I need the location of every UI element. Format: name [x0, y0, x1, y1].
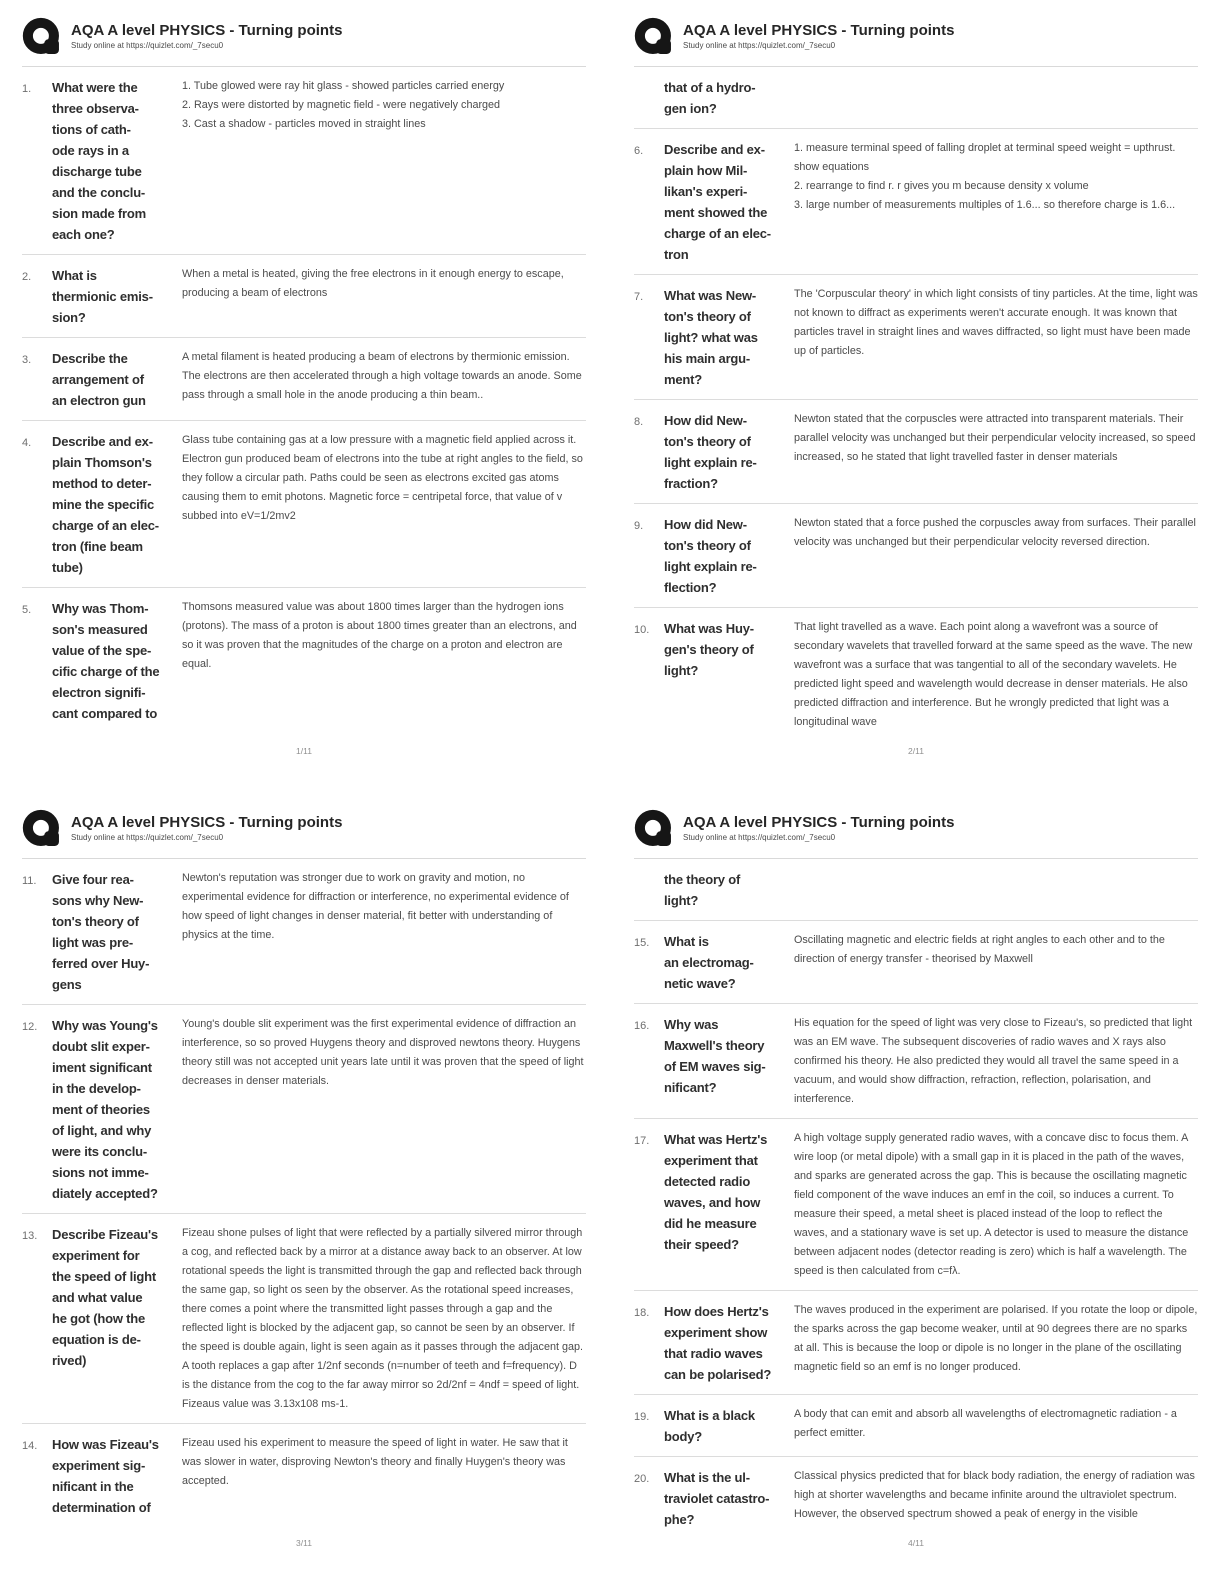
card-answer: A metal filament is heated producing a beam of electrons by thermionic emission. The electrons are then accelerated through a high voltage towards an anode. Some pass through a small hole in the anode producing a thin beam..: [182, 351, 582, 401]
page-number: 1/11: [296, 746, 312, 756]
document-title: AQA A level PHYSICS - Turning points: [683, 814, 955, 831]
card-question: Give four rea- sons why New- ton's theory of light was pre- ferred over Huy- gens: [52, 872, 150, 992]
card-question: What was Huy- gen's theory of light?: [664, 621, 754, 678]
document-page-1: [0, 0, 612, 792]
flashcard-row: [22, 337, 586, 420]
card-answer: Newton's reputation was stronger due to work on gravity and motion, no experimental evidence for diffraction or interference, no experimental evidence of how speed of light changes in denser material, fit better with understanding of physics at the time.: [182, 872, 569, 941]
document-page-3: [0, 792, 612, 1584]
card-answer: Newton stated that the corpuscles were attracted into transparent materials. Their parallel velocity was unchanged but their perpendicular velocity increased, so speed increased, so he stated that light travelled faster in denser materials: [794, 413, 1196, 463]
document-title: AQA A level PHYSICS - Turning points: [71, 22, 343, 39]
card-number: 14.: [22, 1440, 38, 1452]
card-answer: Fizeau used his experiment to measure the speed of light in water. He saw that it was slower in water, disproving Newton's theory and finally Huygen's theory was accepted.: [182, 1437, 568, 1487]
card-answer: That light travelled as a wave. Each point along a wavefront was a source of secondary wavelets that travelled forward at the same speed as the wave. The new wavefront was a surface that was tangential to all of the secondary wavelets. He predicted light speed and wavelength would decrease in denser materials. He also predicted diffraction and interference. But he wrongly predicted that light was a longitudinal wave: [794, 621, 1193, 728]
card-answer: The 'Corpuscular theory' in which light consists of tiny particles. At the time, light was not known to diffract as experiments weren't accurate enough. It was known that particles travel in straight lines and waves diffracted, so light must have been made up of particles.: [794, 288, 1198, 357]
flashcard-row: [634, 1394, 1198, 1456]
card-answer: 1. Tube glowed were ray hit glass - showed particles carried energy 2. Rays were distorted by magnetic field - were negatively charged 3. Cast a shadow - particles moved in straight lines: [182, 80, 505, 130]
card-number: 12.: [22, 1021, 38, 1033]
card-answer: Thomsons measured value was about 1800 times larger than the hydrogen ions (protons). The mass of a proton is about 1800 times greater than an electrons, and so it was proven that the magnitudes of the charge on a proton and electron are equal.: [182, 601, 577, 670]
flashcard-list: [634, 859, 1198, 1539]
study-online-url: Study online at https://quizlet.com/_7secu0: [683, 833, 836, 842]
page-number: 3/11: [296, 1538, 312, 1548]
card-number: 1.: [22, 83, 32, 95]
page-header: [634, 792, 1198, 859]
card-answer: 1. measure terminal speed of falling droplet at terminal speed weight = upthrust. show equations 2. rearrange to find r. r gives you m because density x volume 3. large number of measurements multiples of 1.6... so therefore charge is 1.6...: [794, 142, 1176, 211]
card-question: How did New- ton's theory of light explain re- fraction?: [664, 413, 757, 491]
flashcard-row: [634, 1456, 1198, 1539]
card-answer: His equation for the speed of light was very close to Fizeau's, so predicted that light was an EM wave. The subsequent discoveries of radio waves and X rays also confirmed his theory. He also predicted they would all travel the same speed in a vacuum, and would show diffraction, refraction, reflection, polarisation, and interference.: [794, 1017, 1193, 1105]
card-answer: When a metal is heated, giving the free electrons in it enough energy to escape, producing a beam of electrons: [182, 268, 564, 299]
flashcard-row: [634, 607, 1198, 741]
card-answer: Fizeau shone pulses of light that were reflected by a partially silvered mirror through a cog, and reflected back by a mirror at a distance away back to an observer. At low rotational speeds the light is transmitted through the gap and reflected back through the same gap, so light os seen by the observer. As the rotational speed increases, there comes a point where the transmitted light passes through a gap and the reflected light is blocked by the adjacent gap, so cannot be seen by an observer. If the speed is double again, light is seen again as it passes through the adjacent gap. A tooth replaces a gap after 1/2nf seconds (n=number of teeth and f=frequency). D is the distance from the cog to the far away mirror so 2d/2nf = 4ndf = speed of light. Fizeaus value was 3.13x108 ms-1.: [182, 1227, 583, 1410]
card-question: What were the three observa- tions of cath- ode rays in a discharge tube and the conclu- sion made from each one?: [52, 80, 146, 242]
page-header: [634, 0, 1198, 67]
quizlet-q-logo-icon: [634, 17, 676, 59]
card-answer: Glass tube containing gas at a low pressure with a magnetic field applied across it. Electron gun produced beam of electrons into the tube at right angles to the field, so they follow a circular path. Paths could be seen as electrons excited gas atoms causing them to emit photons. Magnetic force = centripetal force, that value of v subbed into eV=1/2mv2: [182, 434, 583, 522]
card-answer: Classical physics predicted that for black body radiation, the energy of radiation was high at shorter wavelengths and became infinite around the ultraviolet spectrum. However, the observed spectrum showed a peak of energy in the visible: [794, 1470, 1195, 1520]
continued-question-text: the theory of light?: [664, 872, 741, 908]
card-number: 2.: [22, 271, 32, 283]
card-answer: A body that can emit and absorb all wavelengths of electromagnetic radiation - a perfect emitter.: [794, 1408, 1177, 1439]
flashcard-continuation-row: [634, 859, 1198, 920]
card-question: What is an electromag- netic wave?: [664, 934, 754, 991]
card-question: How did New- ton's theory of light explain re- flection?: [664, 517, 757, 595]
study-online-url: Study online at https://quizlet.com/_7secu0: [71, 833, 224, 842]
card-answer: A high voltage supply generated radio waves, with a concave disc to focus them. A wire loop (or metal dipole) with a small gap in it is placed in the path of the waves, and sparks are generated across the gap. This is because the oscillating magnetic field component of the wave induces an emf in the coil, so induces a current. To measure their speed, a metal sheet is placed instead of the loop to reflect the waves, and a stationary wave is set up. A detector is used to measure the distance between adjacent nodes (detector reading is zero) which is half a wavelength. The speed is then calculated from c=fλ.: [794, 1132, 1189, 1277]
card-number: 18.: [634, 1307, 650, 1319]
card-number: 19.: [634, 1411, 650, 1423]
flashcard-continuation-row: [634, 67, 1198, 128]
card-answer: The waves produced in the experiment are polarised. If you rotate the loop or dipole, the sparks across the gap become weaker, until at 90 degrees there are no sparks at all. This is because the loop or dipole is no longer in the plane of the oscillating magnetic field so an emf is no longer produced.: [794, 1304, 1198, 1373]
card-number: 5.: [22, 604, 32, 616]
continued-question-text: that of a hydro- gen ion?: [664, 80, 756, 116]
card-number: 20.: [634, 1473, 650, 1485]
study-online-url: Study online at https://quizlet.com/_7secu0: [71, 41, 224, 50]
document-page-2: [612, 0, 1224, 792]
flashcard-row: [22, 67, 586, 254]
page-number: 4/11: [908, 1538, 924, 1548]
card-question: What is thermionic emis- sion?: [52, 268, 153, 325]
quizlet-q-logo-icon: [22, 17, 64, 59]
flashcard-row: [22, 420, 586, 587]
flashcard-row: [634, 503, 1198, 607]
card-question: How was Fizeau's experiment sig- nificant in the determination of: [52, 1437, 159, 1515]
document-title: AQA A level PHYSICS - Turning points: [683, 22, 955, 39]
study-online-url: Study online at https://quizlet.com/_7secu0: [683, 41, 836, 50]
flashcard-row: [634, 1118, 1198, 1290]
quizlet-q-logo-icon: [634, 809, 676, 851]
flashcard-list: [634, 67, 1198, 741]
card-number: 17.: [634, 1135, 650, 1147]
flashcard-list: [22, 859, 586, 1527]
card-question: Describe the arrangement of an electron gun: [52, 351, 146, 408]
flashcard-row: [22, 254, 586, 337]
flashcard-row: [634, 128, 1198, 274]
document-page-4: [612, 792, 1224, 1584]
card-number: 13.: [22, 1230, 38, 1242]
card-number: 6.: [634, 145, 644, 157]
flashcard-list: [22, 67, 586, 733]
card-question: What was New- ton's theory of light? what was his main argu- ment?: [664, 288, 758, 387]
card-question: Describe Fizeau's experiment for the speed of light and what value he got (how the equation is de- rived): [52, 1227, 158, 1368]
card-answer: Oscillating magnetic and electric fields at right angles to each other and to the direction of energy transfer - theorised by Maxwell: [794, 934, 1165, 965]
card-number: 9.: [634, 520, 644, 532]
flashcard-row: [634, 920, 1198, 1003]
card-number: 3.: [22, 354, 32, 366]
card-question: What was Hertz's experiment that detected radio waves, and how did he measure their speed?: [664, 1132, 768, 1252]
card-number: 7.: [634, 291, 644, 303]
page-number: 2/11: [908, 746, 924, 756]
flashcard-row: [634, 274, 1198, 399]
quizlet-q-logo-icon: [22, 809, 64, 851]
card-number: 10.: [634, 624, 650, 636]
card-answer: Newton stated that a force pushed the corpuscles away from surfaces. Their parallel velocity was unchanged but their perpendicular velocity reversed direction.: [794, 517, 1196, 548]
flashcard-row: [634, 399, 1198, 503]
card-number: 11.: [22, 875, 37, 887]
card-question: Why was Young's doubt slit exper- iment significant in the develop- ment of theories of light, and why were its conclu- sions not imme- diately accepted?: [52, 1018, 158, 1201]
flashcard-row: [22, 1004, 586, 1213]
card-question: Describe and ex- plain how Mil- likan's experi- ment showed the charge of an elec- tron: [664, 142, 771, 262]
flashcard-row: [22, 1213, 586, 1423]
card-answer: Young's double slit experiment was the first experimental evidence of diffraction an interference, so so proved Huygens theory and disproved newtons theory. Huygens theory still was not accepted unit years late until it was proven that the speed of light decreases in denser materials.: [182, 1018, 584, 1087]
card-question: Describe and ex- plain Thomson's method to deter- mine the specific charge of an elec- tron (fine beam tube): [52, 434, 159, 575]
card-question: Why was Thom- son's measured value of the spe- cific charge of the electron signifi- cant compared to: [52, 601, 160, 721]
card-question: Why was Maxwell's theory of EM waves sig- nificant?: [664, 1017, 766, 1095]
page-header: [22, 0, 586, 67]
flashcard-row: [634, 1003, 1198, 1118]
flashcard-row: [22, 587, 586, 733]
card-number: 4.: [22, 437, 32, 449]
flashcard-row: [22, 1423, 586, 1527]
document-title: AQA A level PHYSICS - Turning points: [71, 814, 343, 831]
card-question: How does Hertz's experiment show that radio waves can be polarised?: [664, 1304, 772, 1382]
flashcard-row: [22, 859, 586, 1004]
flashcard-row: [634, 1290, 1198, 1394]
card-number: 8.: [634, 416, 644, 428]
card-number: 16.: [634, 1020, 650, 1032]
card-question: What is the ul- traviolet catastro- phe?: [664, 1470, 770, 1527]
card-question: What is a black body?: [664, 1408, 755, 1444]
card-number: 15.: [634, 937, 650, 949]
page-header: [22, 792, 586, 859]
